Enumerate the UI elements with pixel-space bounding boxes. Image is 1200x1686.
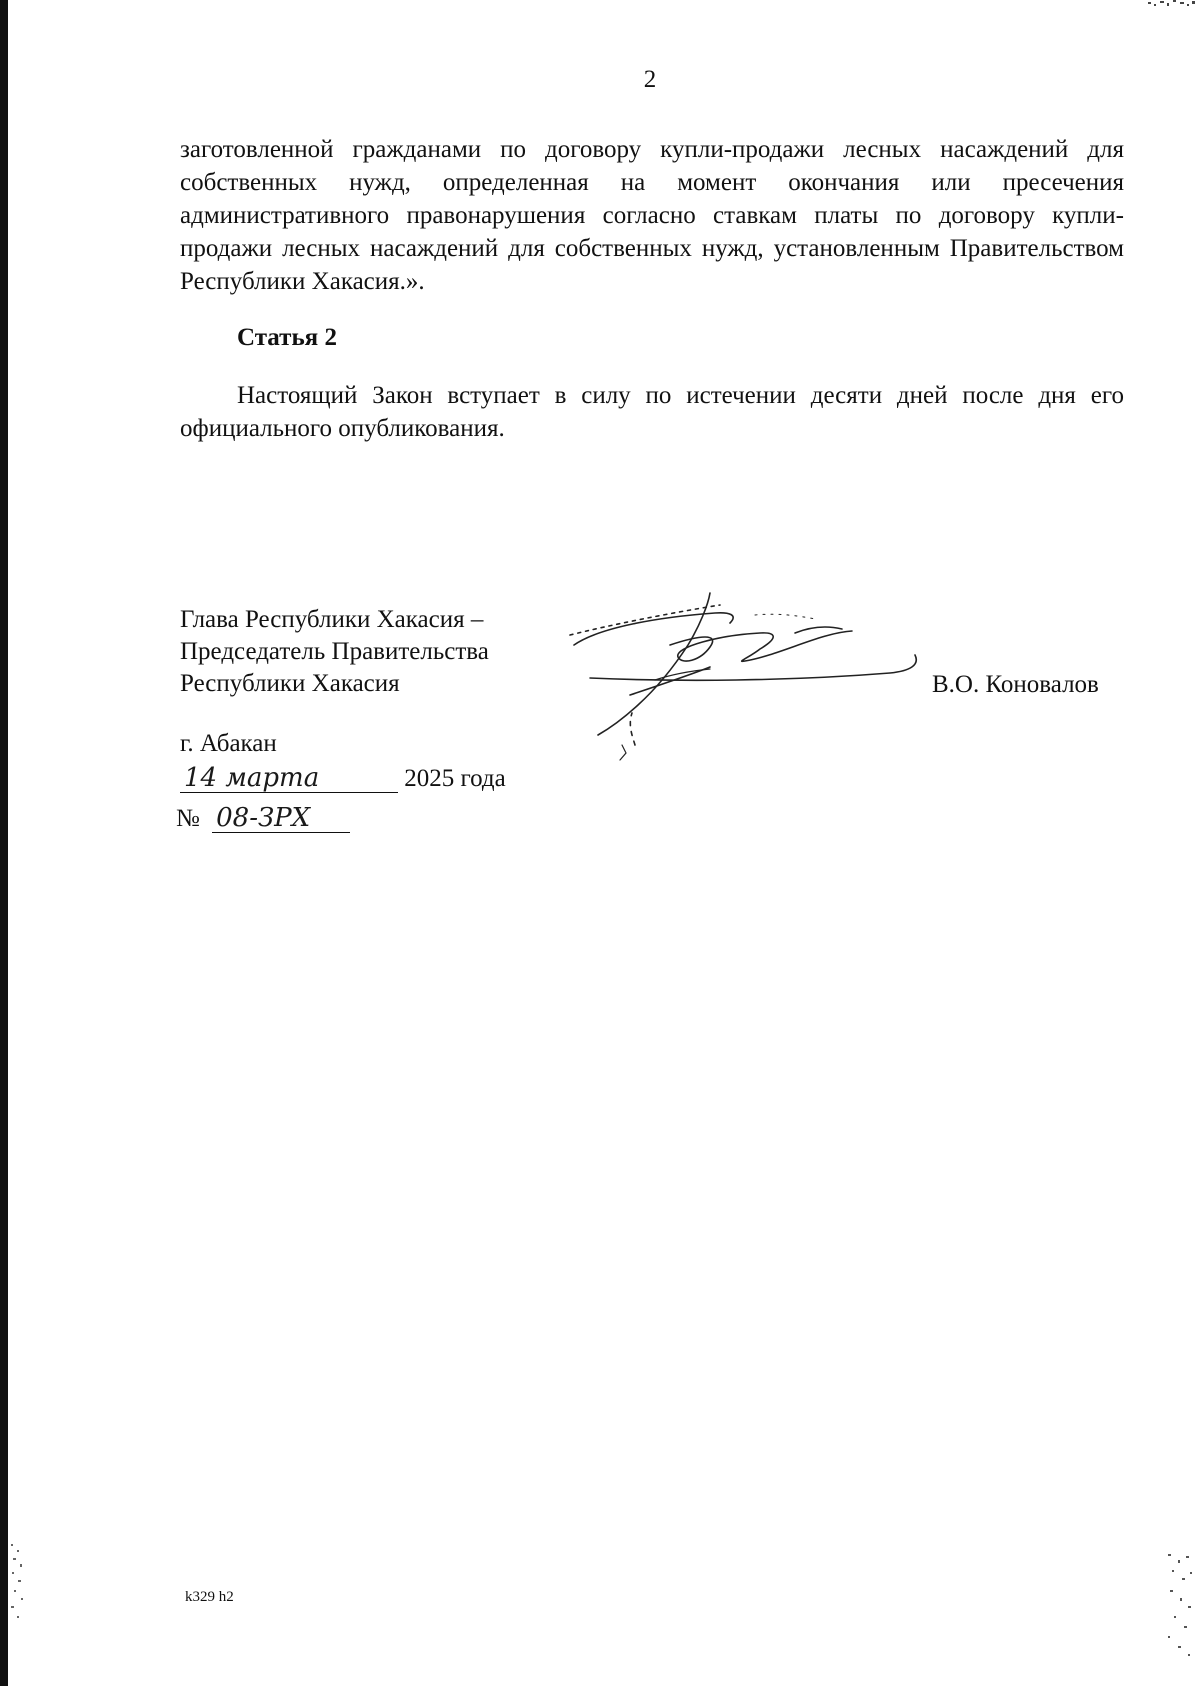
handwritten-signature xyxy=(560,585,940,770)
law-number xyxy=(176,804,350,833)
signer-title-line: Глава Республики Хакасия – xyxy=(180,606,484,633)
signer-title xyxy=(180,604,489,700)
number-sign: № xyxy=(176,805,200,832)
paragraph-continuation: заготовленной гражданами по договору купли-продажи лесных насаждений для собственных нужд, определенная на момент окончания или пресечения административного правонарушения согласно ставкам платы по договору купли-продажи лесных насаждений для собственных нужд, установленным Правительством Республики Хакасия.». xyxy=(180,136,1124,295)
date-year: 2025 года xyxy=(404,765,506,792)
footer-code: k329 h2 xyxy=(185,1589,234,1605)
page-number: 2 xyxy=(643,66,657,93)
signing-date xyxy=(180,764,506,793)
scan-noise-bottom-left xyxy=(8,1540,34,1630)
scan-noise-top-right xyxy=(1140,0,1200,14)
place-of-signing: г. Абакан xyxy=(180,730,277,757)
signer-title-line: Председатель Правительства xyxy=(180,638,489,665)
signer-name: В.О. Коновалов xyxy=(932,671,1099,698)
scan-left-edge xyxy=(0,0,8,1686)
scan-noise-bottom-right xyxy=(1162,1550,1198,1670)
article-text: Настоящий Закон вступает в силу по истечении десяти дней после дня его официального опубликования. xyxy=(180,382,1124,442)
handwritten-date: 14 марта xyxy=(180,764,398,793)
article-heading: Статья 2 xyxy=(237,324,337,351)
signer-title-line: Республики Хакасия xyxy=(180,670,400,697)
handwritten-number: 08-ЗРХ xyxy=(212,804,350,833)
